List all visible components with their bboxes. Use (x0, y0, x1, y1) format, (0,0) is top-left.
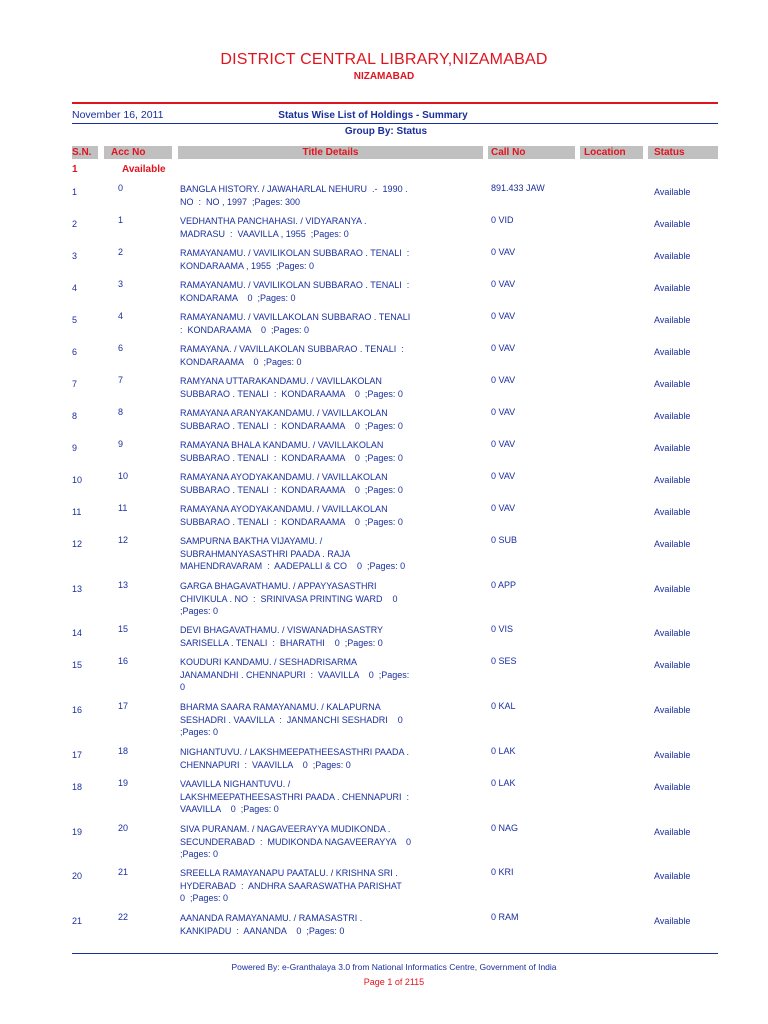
row-call-no: 0 VAV (491, 503, 516, 513)
row-status: Available (654, 443, 691, 453)
row-title-details (180, 701, 470, 739)
title-line: MADRASU : VAAVILLA , 1955 ;Pages: 0 (180, 228, 349, 239)
title-line: VEDHANTHA PANCHAHASI. / VIDYARANYA . (180, 216, 367, 226)
title-line: RAMAYANA AYODYAKANDAMU. / VAVILLAKOLAN (180, 504, 388, 514)
row-call-no: 0 VAV (491, 247, 516, 257)
title-line: SUBBARAO . TENALI : KONDARAAMA 0 ;Pages: 0 (180, 452, 403, 463)
row-acc-no: 16 (118, 656, 129, 666)
title-line: SUBBARAO . TENALI : KONDARAAMA 0 ;Pages: 0 (180, 484, 403, 495)
row-acc-no: 11 (118, 503, 128, 513)
row-title-details (180, 311, 470, 336)
row-status: Available (654, 219, 691, 229)
title-line: MAHENDRAVARAM : AADEPALLI & CO 0 ;Pages: 0 (180, 561, 406, 571)
title-line: RAMAYANA. / VAVILLAKOLAN SUBBARAO . TENALI : (180, 344, 404, 354)
title-line: : KONDARAAMA 0 ;Pages: 0 (180, 324, 310, 335)
row-call-no: 0 VAV (491, 439, 516, 449)
title-line: SREELLA RAMAYANAPU PAATALU. / KRISHNA SRI . (180, 868, 398, 878)
row-call-no: 0 VAV (491, 343, 516, 353)
row-title-details (180, 247, 470, 272)
row-acc-no: 6 (118, 343, 124, 353)
row-sn: 1 (72, 187, 78, 197)
row-acc-no: 0 (118, 183, 124, 193)
title-line: SIVA PURANAM. / NAGAVEERAYYA MUDIKONDA . (180, 824, 391, 834)
row-acc-no: 10 (118, 471, 129, 481)
row-status: Available (654, 750, 691, 760)
title-line: SUBRAHMANYASASTHRI PAADA . RAJA (180, 548, 351, 559)
row-title-details (180, 746, 470, 771)
row-sn: 11 (72, 507, 82, 517)
column-header-location: Location (580, 146, 643, 159)
row-call-no: 0 VAV (491, 375, 516, 385)
title-line: ;Pages: 0 (180, 727, 219, 737)
title-line: RAMYANA UTTARAKANDAMU. / VAVILLAKOLAN (180, 376, 382, 386)
row-title-details (180, 183, 470, 208)
title-line: KONDARAAMA , 1955 ;Pages: 0 (180, 260, 315, 271)
title-line: RAMAYANAMU. / VAVILLAKOLAN SUBBARAO . TENALI (180, 312, 411, 322)
title-line: KANKIPADU : AANANDA 0 ;Pages: 0 (180, 925, 345, 936)
row-call-no: 0 VAV (491, 311, 516, 321)
column-header-status: Status (648, 146, 718, 159)
row-status: Available (654, 187, 691, 197)
footer-divider (72, 953, 718, 954)
row-call-no: 0 KAL (491, 701, 516, 711)
row-acc-no: 20 (118, 823, 129, 833)
row-acc-no: 15 (118, 624, 129, 634)
title-line: SUBBARAO . TENALI : KONDARAAMA 0 ;Pages: 0 (180, 516, 403, 527)
row-sn: 15 (72, 660, 83, 670)
row-title-details (180, 624, 470, 649)
row-call-no: 0 VAV (491, 407, 516, 417)
row-title-details (180, 375, 470, 400)
row-acc-no: 17 (118, 701, 129, 711)
row-title-details (180, 503, 470, 528)
title-line: KOUDURI KANDAMU. / SESHADRISARMA (180, 657, 358, 667)
row-status: Available (654, 916, 691, 926)
report-divider (72, 123, 718, 124)
title-line: NIGHANTUVU. / LAKSHMEEPATHEESASTHRI PAADA . (180, 747, 410, 757)
row-call-no: 0 VIS (491, 624, 514, 634)
title-line: KONDARAMA 0 ;Pages: 0 (180, 292, 296, 303)
row-acc-no: 3 (118, 279, 124, 289)
row-title-details (180, 867, 470, 905)
title-line: CHENNAPURI : VAAVILLA 0 ;Pages: 0 (180, 759, 351, 770)
title-line: AANANDA RAMAYANAMU. / RAMASASTRI . (180, 913, 363, 923)
row-sn: 8 (72, 411, 78, 421)
title-line: RAMAYANA AYODYAKANDAMU. / VAVILLAKOLAN (180, 472, 388, 482)
group-by-label: Group By: Status (344, 126, 428, 137)
title-line: SUBBARAO . TENALI : KONDARAAMA 0 ;Pages: 0 (180, 420, 403, 431)
row-acc-no: 7 (118, 375, 124, 385)
group-number: 1 (72, 164, 78, 175)
row-status: Available (654, 584, 691, 594)
row-title-details (180, 580, 470, 618)
title-line: RAMAYANA BHALA KANDAMU. / VAVILLAKOLAN (180, 440, 384, 450)
row-sn: 17 (72, 750, 83, 760)
row-status: Available (654, 782, 691, 792)
title-line: 0 ;Pages: 0 (180, 893, 229, 903)
row-call-no: 0 RAM (491, 912, 519, 922)
row-sn: 2 (72, 219, 78, 229)
title-line: 0 (180, 682, 186, 692)
row-sn: 16 (72, 705, 83, 715)
row-sn: 5 (72, 315, 78, 325)
row-status: Available (654, 283, 691, 293)
row-title-details (180, 279, 470, 304)
row-acc-no: 22 (118, 912, 129, 922)
library-subtitle: NIZAMABAD (353, 71, 415, 82)
row-status: Available (654, 411, 691, 421)
title-line: SECUNDERABAD : MUDIKONDA NAGAVEERAYYA 0 (180, 836, 412, 847)
title-line: VAAVILLA NIGHANTUVU. / (180, 779, 291, 789)
title-line: DEVI BHAGAVATHAMU. / VISWANADHASASTRY (180, 625, 384, 635)
group-label: Available (122, 164, 166, 175)
row-title-details (180, 535, 470, 573)
row-call-no: 0 VAV (491, 279, 516, 289)
row-sn: 9 (72, 443, 78, 453)
row-status: Available (654, 507, 691, 517)
row-sn: 10 (72, 475, 83, 485)
row-title-details (180, 823, 470, 861)
row-acc-no: 1 (118, 215, 124, 225)
report-title: Status Wise List of Holdings - Summary (278, 110, 468, 121)
row-title-details (180, 343, 470, 368)
row-acc-no: 2 (118, 247, 124, 257)
row-sn: 3 (72, 251, 78, 261)
row-sn: 6 (72, 347, 78, 357)
title-line: BHARMA SAARA RAMAYANAMU. / KALAPURNA (180, 702, 381, 712)
row-status: Available (654, 628, 691, 638)
row-title-details (180, 439, 470, 464)
row-sn: 19 (72, 827, 83, 837)
title-line: BANGLA HISTORY. / JAWAHARLAL NEHURU .- 1990 . (180, 184, 408, 194)
title-line: RAMAYANAMU. / VAVILIKOLAN SUBBARAO . TENALI : (180, 248, 410, 258)
title-line: SARISELLA . TENALI : BHARATHI 0 ;Pages: 0 (180, 637, 383, 648)
column-header-call-no: Call No (488, 146, 575, 159)
row-status: Available (654, 379, 691, 389)
row-sn: 12 (72, 539, 83, 549)
page-number: Page 1 of 2115 (363, 977, 425, 987)
title-line: ;Pages: 0 (180, 606, 219, 616)
library-title: DISTRICT CENTRAL LIBRARY,NIZAMABAD (220, 51, 548, 68)
title-line: ;Pages: 0 (180, 849, 219, 859)
row-sn: 7 (72, 379, 78, 389)
row-call-no: 0 SES (491, 656, 517, 666)
row-call-no: 0 APP (491, 580, 517, 590)
row-acc-no: 13 (118, 580, 129, 590)
title-line: LAKSHMEEPATHEESASTHRI PAADA . CHENNAPURI : (180, 791, 410, 802)
title-line: RAMAYANA ARANYAKANDAMU. / VAVILLAKOLAN (180, 408, 388, 418)
row-acc-no: 8 (118, 407, 124, 417)
row-acc-no: 21 (118, 867, 129, 877)
column-header-title: Title Details (178, 146, 483, 159)
row-title-details (180, 656, 470, 694)
header-divider (72, 102, 718, 104)
title-line: SAMPURNA BAKTHA VIJAYAMU. / (180, 536, 323, 546)
row-status: Available (654, 475, 691, 485)
row-call-no: 0 LAK (491, 778, 516, 788)
row-status: Available (654, 251, 691, 261)
row-acc-no: 9 (118, 439, 124, 449)
report-date: November 16, 2011 (72, 109, 164, 121)
row-acc-no: 12 (118, 535, 129, 545)
title-line: SESHADRI . VAAVILLA : JANMANCHI SESHADRI 0 (180, 714, 403, 725)
row-acc-no: 18 (118, 746, 129, 756)
row-call-no: 0 SUB (491, 535, 518, 545)
row-sn: 18 (72, 782, 83, 792)
row-sn: 13 (72, 584, 83, 594)
row-call-no: 0 LAK (491, 746, 516, 756)
row-title-details (180, 912, 470, 937)
row-status: Available (654, 705, 691, 715)
row-call-no: 891.433 JAW (491, 183, 545, 193)
row-title-details (180, 471, 470, 496)
title-line: SUBBARAO . TENALI : KONDARAAMA 0 ;Pages: 0 (180, 388, 403, 399)
row-title-details (180, 407, 470, 432)
title-line: CHIVIKULA . NO : SRINIVASA PRINTING WARD 0 (180, 593, 398, 604)
row-acc-no: 19 (118, 778, 129, 788)
row-acc-no: 4 (118, 311, 124, 321)
row-status: Available (654, 539, 691, 549)
title-line: KONDARAAMA 0 ;Pages: 0 (180, 356, 302, 367)
row-call-no: 0 VAV (491, 471, 516, 481)
title-line: VAAVILLA 0 ;Pages: 0 (180, 804, 279, 814)
title-line: JANAMANDHI . CHENNAPURI : VAAVILLA 0 ;Pages: (180, 669, 410, 680)
row-title-details (180, 778, 470, 816)
row-sn: 21 (72, 916, 83, 926)
column-header-acc-no: Acc No (104, 146, 172, 159)
row-sn: 4 (72, 283, 78, 293)
row-call-no: 0 KRI (491, 867, 514, 877)
row-status: Available (654, 827, 691, 837)
row-status: Available (654, 660, 691, 670)
row-sn: 14 (72, 628, 83, 638)
row-status: Available (654, 347, 691, 357)
title-line: NO : NO , 1997 ;Pages: 300 (180, 196, 301, 207)
row-call-no: 0 VID (491, 215, 514, 225)
row-status: Available (654, 871, 691, 881)
row-title-details (180, 215, 470, 240)
row-sn: 20 (72, 871, 83, 881)
row-call-no: 0 NAG (491, 823, 519, 833)
powered-by-text: Powered By: e-Granthalaya 3.0 from National Informatics Centre, Government of India (231, 962, 557, 972)
column-header-sn: S.N. (72, 146, 98, 159)
title-line: HYDERABAD : ANDHRA SAARASWATHA PARISHAT (180, 880, 402, 891)
title-line: GARGA BHAGAVATHAMU. / APPAYYASASTHRI (180, 581, 377, 591)
title-line: RAMAYANAMU. / VAVILIKOLAN SUBBARAO . TENALI : (180, 280, 410, 290)
row-status: Available (654, 315, 691, 325)
